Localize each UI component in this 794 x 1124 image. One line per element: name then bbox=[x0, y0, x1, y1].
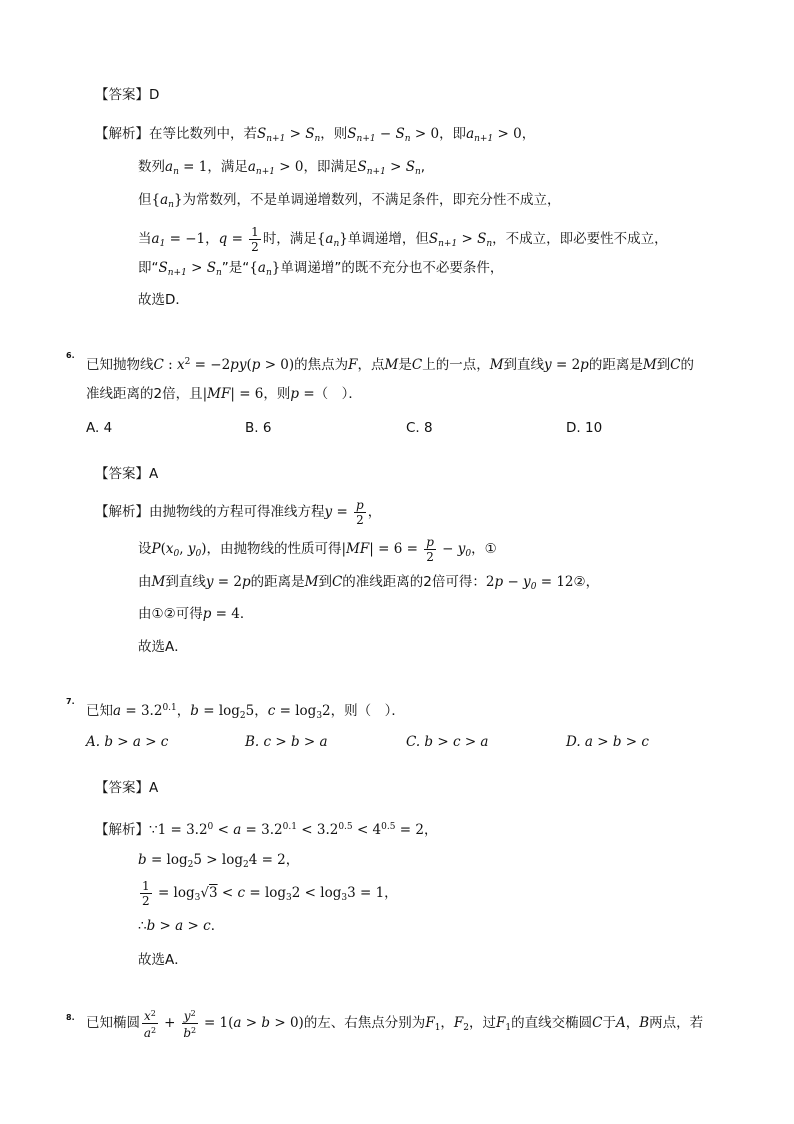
q6-stem-line-2: 准线距离的2倍，且|MF| = 6，则p =（ ）． bbox=[86, 386, 362, 402]
q6-analysis-line-3: 由M到直线y = 2p的距离是M到C的准线距离的2倍可得：$2p - y_0$ = 12②， bbox=[138, 574, 600, 592]
q6-stem-line-1: 已知抛物线C : $x^2 = -2py(p > 0)$的焦点为F，点M是C上的一点，M到直线y = 2p的距离是M到C的 bbox=[86, 357, 694, 373]
fraction: $\frac{y^2}{b^2}$ bbox=[183, 1008, 197, 1040]
q7-stem: 已知$a = 3.2^{0.1}$，$b = \log_25$，$c = \log_32$，则（ ）． bbox=[86, 703, 405, 721]
analysis-tag: 【解析】 bbox=[95, 822, 149, 838]
analysis-tag: 【解析】 bbox=[95, 504, 149, 520]
fraction: $\frac{x^2}{a^2}$ bbox=[143, 1008, 157, 1040]
answer-tag: 【答案】 bbox=[95, 87, 149, 103]
q5-answer-line bbox=[95, 85, 159, 105]
fraction: $\frac{1}{2}$ bbox=[142, 878, 150, 908]
q6-conclusion: 故选A． bbox=[138, 639, 188, 655]
q6-analysis-line-1: 【解析】由抛物线的方程可得准线方程y = $\frac{p}{2}$ ， bbox=[95, 497, 382, 527]
q5-answer-value: D bbox=[149, 87, 160, 103]
q6-analysis-line-4: 由①②可得p = 4． bbox=[138, 606, 254, 622]
q7-answer-value: A bbox=[149, 780, 159, 796]
q6-number: 6. bbox=[66, 351, 75, 360]
analysis-tag: 【解析】 bbox=[95, 126, 149, 142]
q7-conclusion: 故选A． bbox=[138, 952, 188, 968]
q7-option-b: B. c > b > a bbox=[245, 734, 328, 750]
q7-analysis-line-2: $b = \log_25 > \log_24 = 2$， bbox=[138, 852, 300, 870]
q7-option-c: C. b > c > a bbox=[406, 734, 489, 750]
q5-conclusion: 故选D． bbox=[138, 292, 189, 308]
q7-answer-line bbox=[95, 778, 158, 798]
q6-option-c: C. 8 bbox=[406, 420, 433, 436]
fraction: $\frac{p}{2}$ bbox=[426, 534, 434, 564]
q6-option-b: B. 6 bbox=[245, 420, 272, 436]
q7-option-d: D. a > b > c bbox=[566, 734, 649, 750]
q7-analysis-line-1: 【解析】∵1 = $3.2^0 < a = 3.2^{0.1} < 3.2^{0.5} < 4^{0.5} = 2$， bbox=[95, 822, 438, 838]
q5-analysis-line-1: 【解析】在等比数列中，若$S_{n+1} > S_n$，则$S_{n+1} - S_n > 0$，即$a_{n+1} > 0$， bbox=[95, 126, 536, 144]
fraction: $\frac{1}{2}$ bbox=[251, 224, 259, 254]
q7-option-a: A. b > a > c bbox=[86, 734, 169, 750]
q8-number: 8. bbox=[66, 1013, 75, 1022]
q5-analysis-line-5: 即“$S_{n+1} > S_n$”是“$\{a_n\}$单调递增”的既不充分也不必要条件， bbox=[138, 260, 504, 278]
answer-tag: 【答案】 bbox=[95, 780, 149, 796]
q6-answer-value: A bbox=[149, 466, 159, 482]
q6-option-d: D. 10 bbox=[566, 420, 603, 436]
fraction: $\frac{p}{2}$ bbox=[356, 497, 364, 527]
q7-analysis-line-3: $\frac{1}{2}$ = $\log_3√3 < c = \log_32 < \log_33 = 1$， bbox=[142, 878, 398, 908]
q7-number: 7. bbox=[66, 697, 75, 706]
q6-analysis-line-2: 设$P(x_0$, $y_0$)，由抛物线的性质可得|MF| = 6 = $\frac{p}{2}$ − $y_0$，① bbox=[138, 534, 497, 564]
q8-stem: 已知椭圆 $\frac{x^2}{a^2}$ + $\frac{y^2}{b^2}$ = 1(a > b > 0)的左、右焦点分别为$F_1$，$F_2$，过$F_1$的直线交椭圆C于A，B两点，若 bbox=[86, 1008, 704, 1040]
answer-tag: 【答案】 bbox=[95, 466, 149, 482]
q6-answer-line bbox=[95, 464, 158, 484]
q6-option-a: A. 4 bbox=[86, 420, 113, 436]
q5-analysis-line-2: 数列$a_n = 1$，满足$a_{n+1} > 0$，即满足$S_{n+1} > S_n$, bbox=[138, 159, 426, 177]
q5-analysis-line-4: 当$a_1 = -1$，q = $\frac{1}{2}$ 时，满足$\{a_n\}$单调递增，但$S_{n+1} > S_n$，不成立，即必要性不成立， bbox=[138, 224, 668, 254]
q7-analysis-line-4: ∴b > a > c． bbox=[138, 918, 225, 934]
q5-analysis-line-3: 但$\{a_n\}$为常数列，不是单调递增数列，不满足条件，即充分性不成立， bbox=[138, 192, 561, 210]
